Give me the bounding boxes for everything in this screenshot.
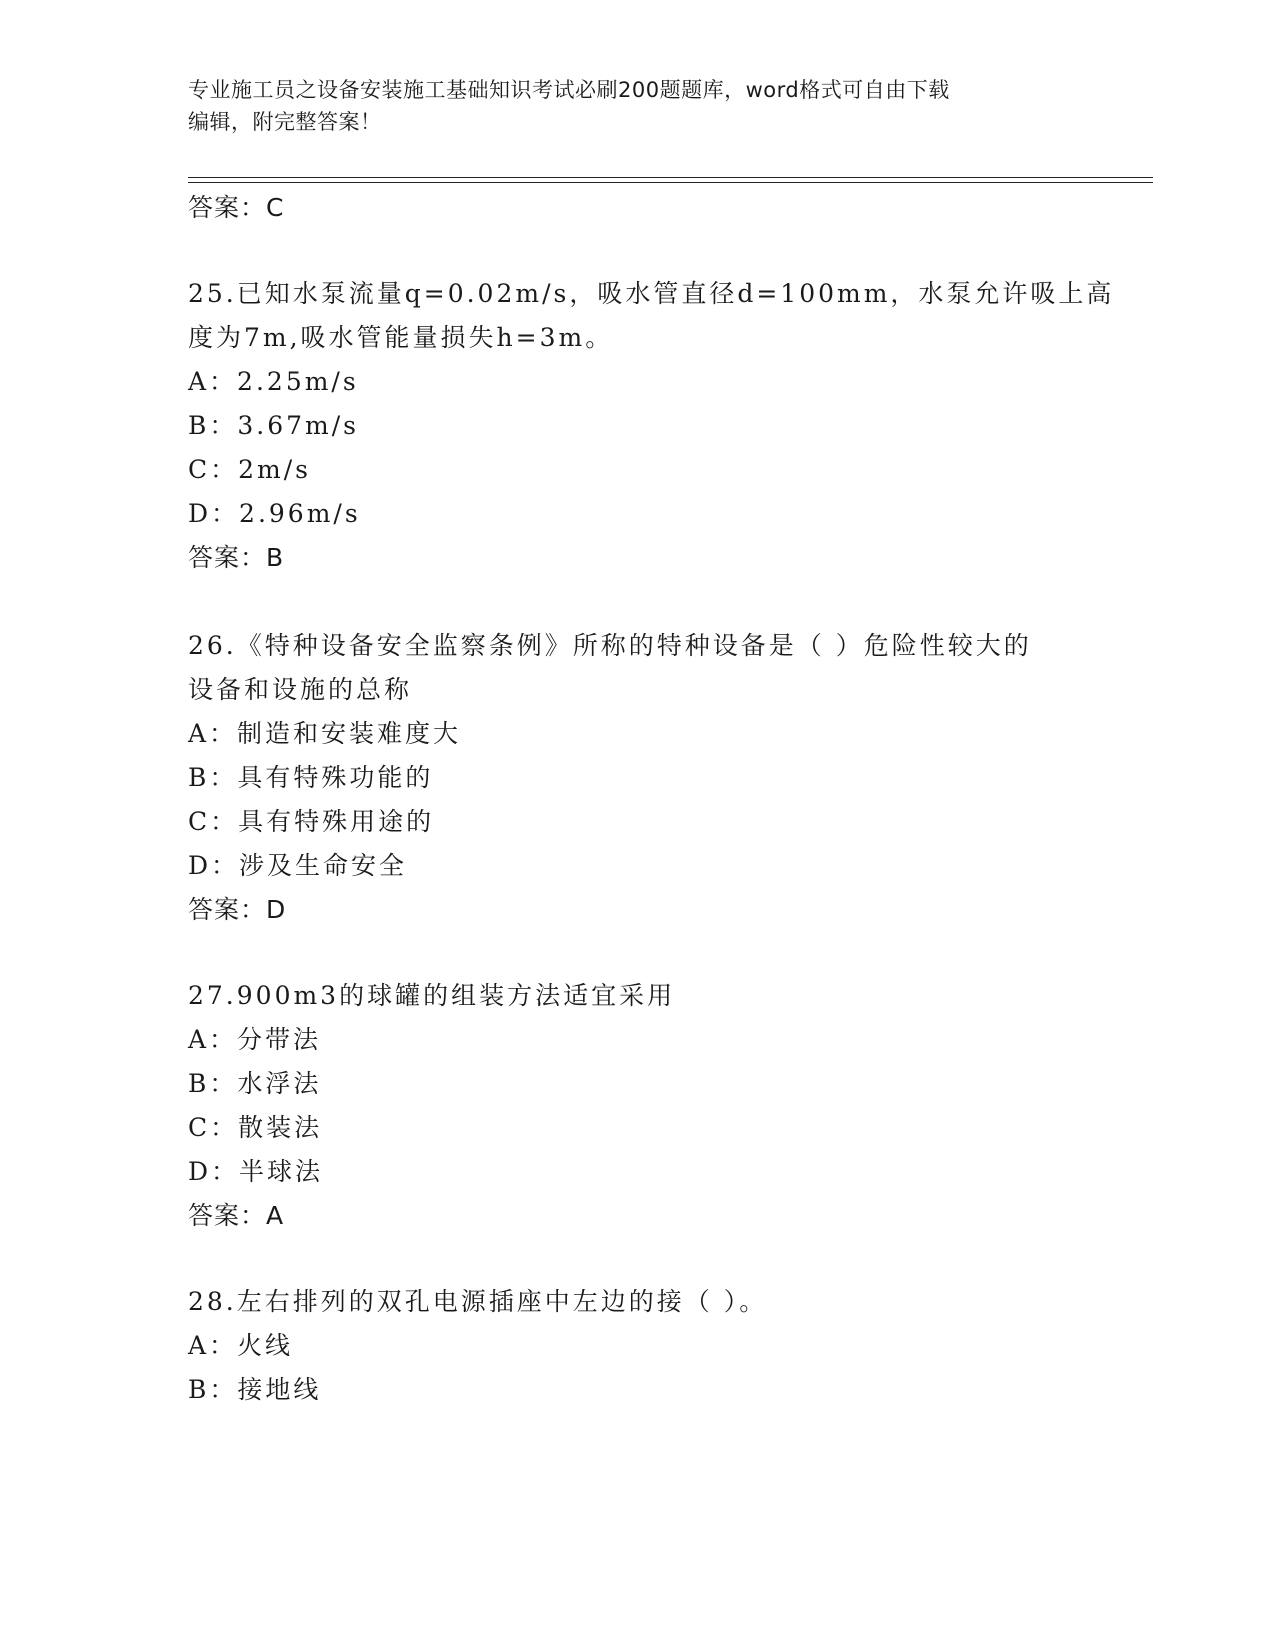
question-27-option-a: A：分带法 <box>188 1025 322 1054</box>
question-27-option-c: C：散装法 <box>188 1113 323 1142</box>
header-divider-bottom <box>188 182 1153 183</box>
question-26-answer: 答案：D <box>188 895 287 924</box>
header-title-line-2: 编辑，附完整答案！ <box>188 110 382 134</box>
document-header <box>188 74 1068 138</box>
question-28-option-a: A：火线 <box>188 1331 294 1360</box>
question-26-option-a: A：制造和安装难度大 <box>188 719 462 748</box>
question-26-text: 26.《特种设备安全监察条例》所称的特种设备是（ ）危险性较大的 <box>188 631 1032 660</box>
question-25-answer: 答案：B <box>188 543 285 572</box>
question-25-text-cont: 度为7m,吸水管能量损失h=3m。 <box>188 323 614 352</box>
question-26-option-b: B：具有特殊功能的 <box>188 763 434 792</box>
question-25-option-b: B：3.67m/s <box>188 411 359 440</box>
question-27-answer: 答案：A <box>188 1201 285 1230</box>
question-25-option-a: A：2.25m/s <box>188 367 359 396</box>
question-25-text: 25.已知水泵流量q=0.02m/s，吸水管直径d=100mm，水泵允许吸上高 <box>188 279 1115 308</box>
question-26-option-d: D：涉及生命安全 <box>188 851 408 880</box>
question-28-text: 28.左右排列的双孔电源插座中左边的接（ ）。 <box>188 1287 768 1316</box>
question-28-option-b: B：接地线 <box>188 1375 322 1404</box>
header-divider-top <box>188 177 1153 178</box>
answer-previous: 答案：C <box>188 193 285 222</box>
question-25-option-c: C：2m/s <box>188 455 311 484</box>
question-27-option-b: B：水浮法 <box>188 1069 322 1098</box>
question-26-text-cont: 设备和设施的总称 <box>188 675 413 704</box>
question-27-option-d: D：半球法 <box>188 1157 324 1186</box>
question-26-option-c: C：具有特殊用途的 <box>188 807 435 836</box>
header-title-line-1: 专业施工员之设备安装施工基础知识考试必刷200题题库，word格式可自由下载 <box>188 78 950 102</box>
question-27-text: 27.900m3的球罐的组装方法适宜采用 <box>188 981 676 1010</box>
question-25-option-d: D：2.96m/s <box>188 499 361 528</box>
